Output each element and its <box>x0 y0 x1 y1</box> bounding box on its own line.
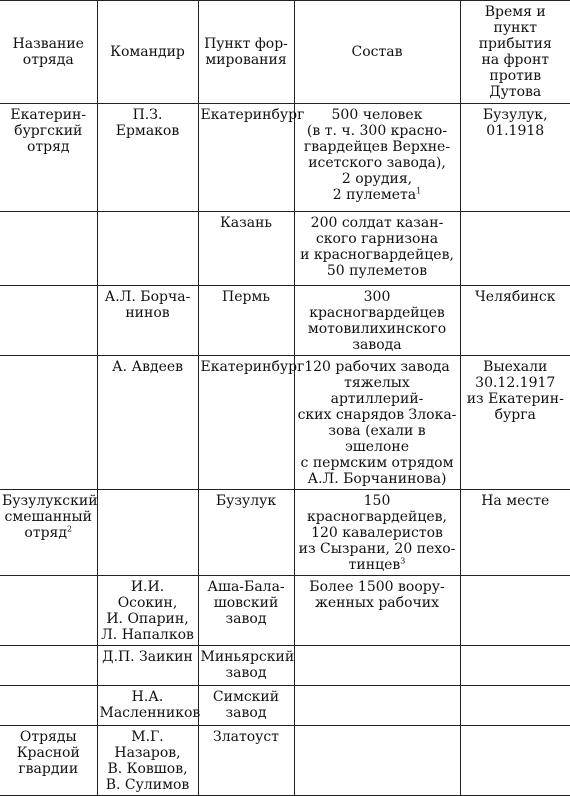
header-name: Название отряда <box>0 1 97 104</box>
cell-composition: 150 красногвардейцев, 120 кавалеристов из Сызрани, 20 пехо- тинцев$^3$ <box>294 490 460 576</box>
table-row <box>0 212 570 286</box>
cell-place: Миньярский завод <box>198 646 294 686</box>
cell-commander: А. Авдеев <box>97 356 198 490</box>
cell-arrival <box>460 646 570 686</box>
table-row <box>0 576 570 646</box>
cell-composition: Более 1500 воору- женных рабочих <box>294 576 460 646</box>
header-commander: Командир <box>97 1 198 104</box>
cell-commander: М.Г. Назаров, В. Ковшов, В. Сулимов <box>97 726 198 796</box>
table-row <box>0 726 570 796</box>
cell-composition <box>294 646 460 686</box>
cell-arrival: Бузулук, 01.1918 <box>460 104 570 212</box>
cell-commander: П.З. Ермаков <box>97 104 198 212</box>
footnote-mark: 1 <box>416 186 422 196</box>
table-row <box>0 646 570 686</box>
table-row <box>0 686 570 726</box>
cell-name <box>0 576 97 646</box>
cell-composition: 500 человек (в т. ч. 300 красно- гвардейцев Верхне- исетского завода), 2 орудия, 2 пулемета$^1$ <box>294 104 460 212</box>
cell-commander <box>97 490 198 576</box>
cell-arrival <box>460 576 570 646</box>
cell-commander: И.И. Осокин, И. Опарин, Л. Напалков <box>97 576 198 646</box>
cell-commander: Н.А. Масленников <box>97 686 198 726</box>
header-place: Пункт фор- мирования <box>198 1 294 104</box>
cell-arrival <box>460 212 570 286</box>
cell-composition <box>294 686 460 726</box>
table-row <box>0 490 570 576</box>
cell-arrival <box>460 686 570 726</box>
cell-place: Екатеринбург <box>198 356 294 490</box>
cell-commander: Д.П. Заикин <box>97 646 198 686</box>
cell-commander <box>97 212 198 286</box>
cell-place: Пермь <box>198 286 294 356</box>
table-row <box>0 286 570 356</box>
cell-arrival: Челябинск <box>460 286 570 356</box>
cell-name <box>0 212 97 286</box>
header-arrival: Время и пункт прибытия на фронт против Дутова <box>460 1 570 104</box>
footnote-mark: 2 <box>67 524 73 534</box>
cell-name <box>0 356 97 490</box>
cell-place: Казань <box>198 212 294 286</box>
footnote-mark: 3 <box>400 556 406 566</box>
table-row <box>0 104 570 212</box>
cell-place: Симский завод <box>198 686 294 726</box>
cell-name: Екатерин- бургский отряд <box>0 104 97 212</box>
cell-arrival: На месте <box>460 490 570 576</box>
cell-name <box>0 686 97 726</box>
header-composition: Состав <box>294 1 460 104</box>
cell-place: Аша-Бала- шовский завод <box>198 576 294 646</box>
cell-name <box>0 646 97 686</box>
table-row <box>0 356 570 490</box>
cell-name: Бузулукский смешанный отряд$^2$ <box>0 490 97 576</box>
cell-composition <box>294 726 460 796</box>
cell-place: Златоуст <box>198 726 294 796</box>
cell-arrival <box>460 726 570 796</box>
cell-composition: 300 красногвардейцев мотовилихинского завода <box>294 286 460 356</box>
cell-name: Отряды Красной гвардии <box>0 726 97 796</box>
cell-composition: 120 рабочих завода тяжелых артиллерий- ских снарядов Злока- зова (ехали в эшелоне с пермским отрядом А.Л. Борчанинова) <box>294 356 460 490</box>
cell-composition: 200 солдат казан- ского гарнизона и красногвардейцев, 50 пулеметов <box>294 212 460 286</box>
table-header-row <box>0 1 570 104</box>
cell-commander: А.Л. Борча- нинов <box>97 286 198 356</box>
cell-arrival: Выехали 30.12.1917 из Екатерин- бурга <box>460 356 570 490</box>
cell-name <box>0 286 97 356</box>
cell-place: Екатеринбург <box>198 104 294 212</box>
cell-place: Бузулук <box>198 490 294 576</box>
